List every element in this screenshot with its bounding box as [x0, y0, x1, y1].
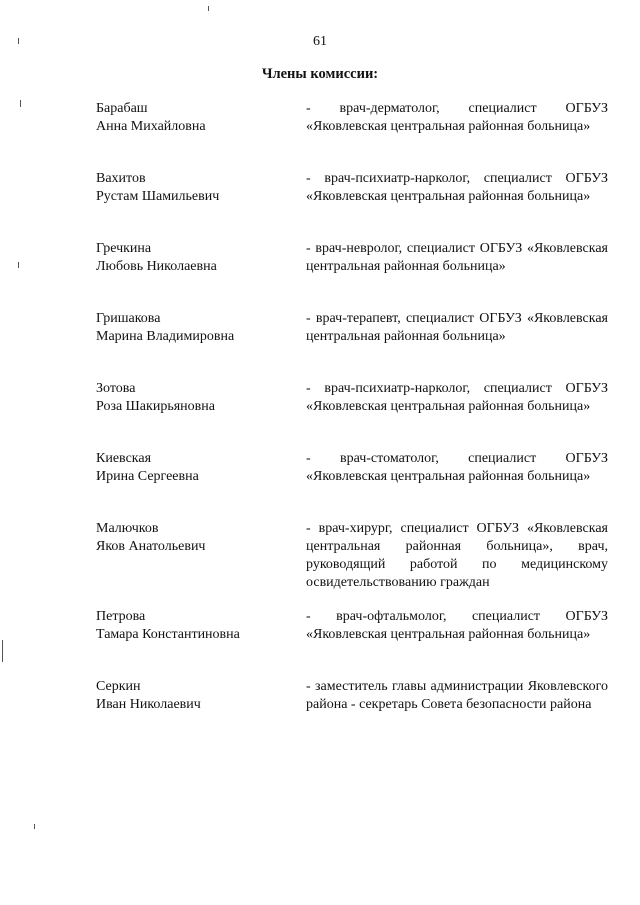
member-name — [96, 450, 306, 520]
member-surname: Гречкина — [96, 241, 152, 256]
member-name — [96, 240, 306, 310]
member-entry — [96, 608, 608, 678]
member-role: - врач-офтальмолог, специалист ОГБУЗ «Яковлевская центральная районная больница» — [306, 609, 608, 642]
member-name — [96, 310, 306, 380]
member-given-names: Любовь Николаевна — [96, 259, 217, 274]
member-role: - врач-невролог, специалист ОГБУЗ «Яковлевская центральная районная больница» — [306, 241, 608, 274]
member-surname: Серкин — [96, 679, 141, 694]
member-entry — [96, 100, 608, 170]
member-entry — [96, 170, 608, 240]
member-surname: Киевская — [96, 451, 152, 466]
member-entry — [96, 520, 608, 608]
member-entry — [96, 240, 608, 310]
member-given-names: Тамара Константиновна — [96, 627, 240, 642]
member-name — [96, 170, 306, 240]
scan-artifact — [2, 640, 3, 662]
member-name — [96, 608, 306, 678]
member-entry — [96, 310, 608, 380]
member-given-names: Анна Михайловна — [96, 119, 206, 134]
member-given-names: Марина Владимировна — [96, 329, 235, 344]
member-name — [96, 678, 306, 748]
member-role: - врач-хирург, специалист ОГБУЗ «Яковлевская центральная районная больница», врач, руководящий работой по медицинскому освидетельствованию граждан — [306, 521, 608, 590]
member-name — [96, 520, 306, 608]
member-given-names: Роза Шакирьяновна — [96, 399, 215, 414]
member-entry — [96, 380, 608, 450]
member-role: - заместитель главы администрации Яковлевского района - секретарь Совета безопасности района — [306, 679, 608, 712]
scan-artifact — [18, 38, 19, 44]
member-role: - врач-терапевт, специалист ОГБУЗ «Яковлевская центральная районная больница» — [306, 311, 608, 344]
scan-artifact — [208, 6, 209, 11]
member-role: - врач-дерматолог, специалист ОГБУЗ «Яковлевская центральная районная больница» — [306, 101, 608, 134]
member-given-names: Рустам Шамильевич — [96, 189, 220, 204]
scan-artifact — [20, 100, 21, 107]
member-surname: Зотова — [96, 381, 136, 396]
member-given-names: Яков Анатольевич — [96, 539, 206, 554]
member-given-names: Иван Николаевич — [96, 697, 201, 712]
members-list — [96, 100, 608, 748]
member-entry — [96, 678, 608, 748]
member-name — [96, 100, 306, 170]
member-surname: Петрова — [96, 609, 146, 624]
member-role: - врач-психиатр-нарколог, специалист ОГБУЗ «Яковлевская центральная районная больница» — [306, 171, 608, 204]
member-entry — [96, 450, 608, 520]
member-surname: Барабаш — [96, 101, 148, 116]
member-given-names: Ирина Сергеевна — [96, 469, 199, 484]
member-role: - врач-психиатр-нарколог, специалист ОГБУЗ «Яковлевская центральная районная больница» — [306, 381, 608, 414]
scan-artifact — [34, 824, 35, 829]
page-title: Члены комиссии: — [261, 66, 379, 82]
page-number: 61 — [313, 34, 327, 49]
member-surname: Вахитов — [96, 171, 146, 186]
scan-artifact — [18, 262, 19, 268]
member-role: - врач-стоматолог, специалист ОГБУЗ «Яковлевская центральная районная больница» — [306, 451, 608, 484]
member-surname: Малючков — [96, 521, 159, 536]
member-name — [96, 380, 306, 450]
member-surname: Гришакова — [96, 311, 161, 326]
